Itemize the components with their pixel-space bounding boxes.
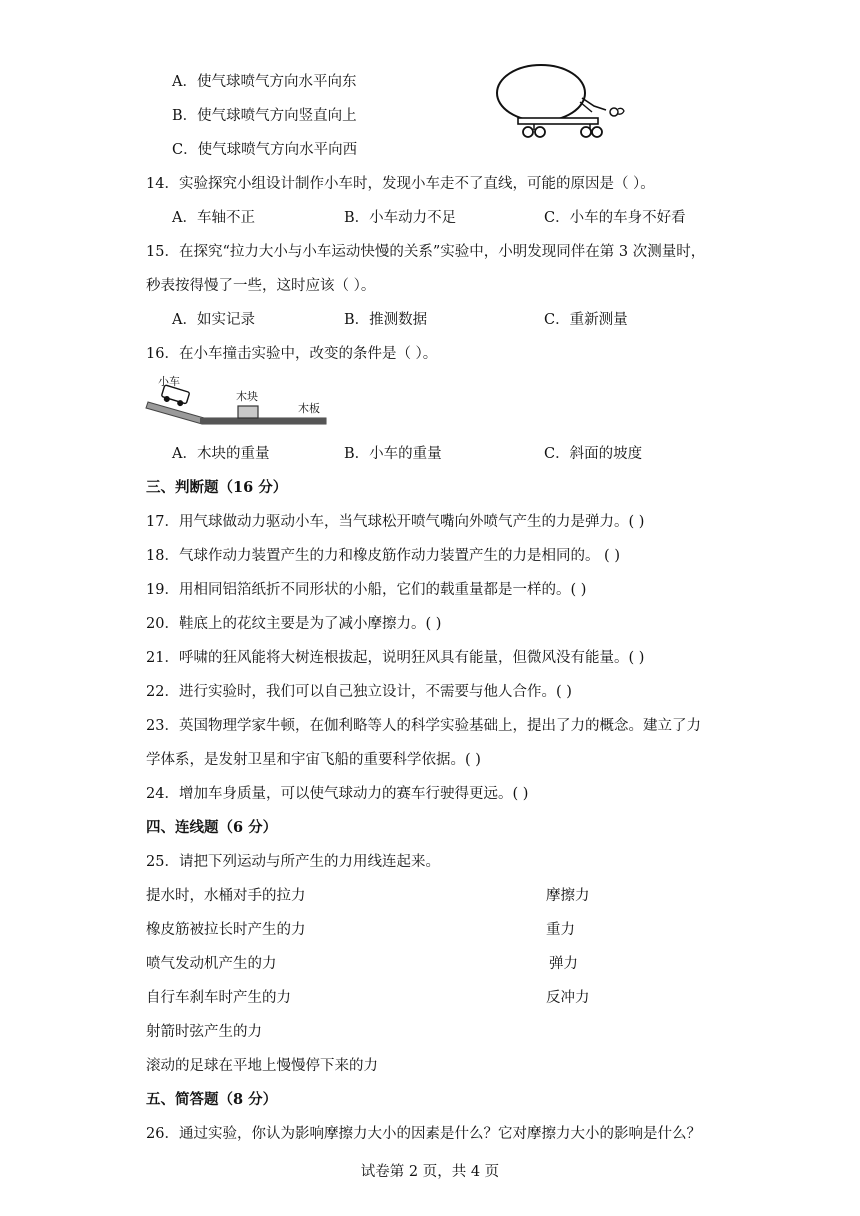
- q18: 18．气球作动力装置产生的力和橡皮筋作动力装置产生的力是相同的。 ( ): [146, 548, 620, 564]
- q15-stem-line2: 秒表按得慢了一些，这时应该（ ）。: [146, 278, 376, 294]
- q15-option-c: C．重新测量: [544, 312, 628, 328]
- match-left-item: 喷气发动机产生的力: [146, 956, 277, 972]
- q14-option-b: B．小车动力不足: [344, 210, 457, 226]
- q24: 24．增加车身质量，可以使气球动力的赛车行驶得更远。( ): [146, 786, 529, 802]
- q15-option-a: A．如实记录: [172, 312, 255, 328]
- q20: 20．鞋底上的花纹主要是为了减小摩擦力。( ): [146, 616, 442, 632]
- diagram-label-car: 小车: [158, 375, 180, 388]
- section5-title: 五、简答题（8 分）: [146, 1091, 278, 1108]
- match-left-item: 橡皮筋被拉长时产生的力: [146, 922, 306, 938]
- q16-option-b: B．小车的重量: [344, 446, 442, 462]
- q19: 19．用相同铝箔纸折不同形状的小船，它们的载重量都是一样的。( ): [146, 582, 587, 598]
- diagram-label-block: 木块: [236, 390, 258, 403]
- q23-line1: 23．英国物理学家牛顿，在伽利略等人的科学实验基础上，提出了力的概念。建立了力: [146, 718, 701, 734]
- match-left-item: 滚动的足球在平地上慢慢停下来的力: [146, 1058, 378, 1074]
- q13-option-b: B．使气球喷气方向竖直向上: [172, 108, 357, 124]
- q23-line2: 学体系，是发射卫星和宇宙飞船的重要科学依据。( ): [146, 752, 481, 768]
- q16-stem: 16．在小车撞击实验中，改变的条件是（ ）。: [146, 346, 438, 362]
- q13-option-c: C．使气球喷气方向水平向西: [172, 142, 358, 158]
- match-right-item: 反冲力: [546, 990, 590, 1006]
- match-right-item: 弹力: [549, 956, 578, 972]
- q16-option-c: C．斜面的坡度: [544, 446, 643, 462]
- q13-option-a: A．使气球喷气方向水平向东: [172, 74, 357, 90]
- page-footer: 试卷第 2 页，共 4 页: [360, 1164, 500, 1180]
- diagram-label-board: 木板: [298, 402, 320, 415]
- match-left-item: 自行车刹车时产生的力: [146, 990, 291, 1006]
- q16-option-a: A．木块的重量: [172, 446, 270, 462]
- match-right-item: 摩擦力: [546, 888, 590, 904]
- q14-option-a: A．车轴不正: [172, 210, 255, 226]
- section4-title: 四、连线题（6 分）: [146, 819, 278, 836]
- q15-stem-line1: 15．在探究“拉力大小与小车运动快慢的关系”实验中，小明发现同伴在第 3 次测量时，: [146, 244, 706, 260]
- match-right-item: 重力: [546, 922, 575, 938]
- q14-stem: 14．实验探究小组设计制作小车时，发现小车走不了直线，可能的原因是（ ）。: [146, 176, 655, 192]
- q14-option-c: C．小车的车身不好看: [544, 210, 686, 226]
- balloon-car-figure: [494, 60, 634, 142]
- q21: 21．呼啸的狂风能将大树连根拔起，说明狂风具有能量，但微风没有能量。( ): [146, 650, 645, 666]
- q15-option-b: B．推测数据: [344, 312, 428, 328]
- incline-diagram: [144, 372, 334, 432]
- q25-stem: 25．请把下列运动与所产生的力用线连起来。: [146, 854, 440, 870]
- q17: 17．用气球做动力驱动小车，当气球松开喷气嘴向外喷气产生的力是弹力。( ): [146, 514, 645, 530]
- section3-title: 三、判断题（16 分）: [146, 479, 288, 496]
- q26-stem: 26．通过实验，你认为影响摩擦力大小的因素是什么？它对摩擦力大小的影响是什么？: [146, 1126, 701, 1142]
- q22: 22．进行实验时，我们可以自己独立设计，不需要与他人合作。( ): [146, 684, 572, 700]
- match-left-item: 射箭时弦产生的力: [146, 1024, 262, 1040]
- match-left-item: 提水时，水桶对手的拉力: [146, 888, 306, 904]
